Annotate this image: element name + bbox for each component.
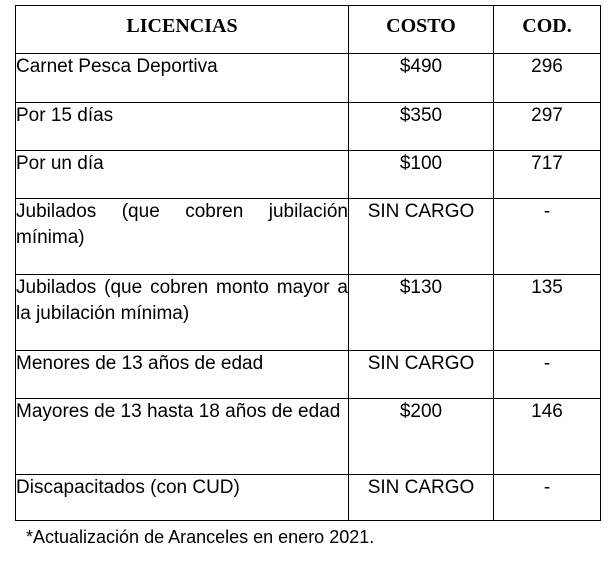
cod-cell: 146	[494, 399, 601, 475]
costo-cell: SIN CARGO	[349, 351, 494, 399]
costo-cell: $100	[349, 151, 494, 199]
cod-cell: -	[494, 199, 601, 275]
licencia-cell: Jubilados (que cobren jubilación mínima)	[16, 199, 349, 275]
costo-cell: SIN CARGO	[349, 475, 494, 521]
header-costo: COSTO	[349, 6, 494, 54]
licencia-cell: Por un día	[16, 151, 349, 199]
licencia-cell: Menores de 13 años de edad	[16, 351, 349, 399]
costo-cell: $200	[349, 399, 494, 475]
cod-cell: 135	[494, 275, 601, 351]
licencias-table	[15, 5, 601, 521]
table-row	[16, 275, 601, 351]
cod-cell: 297	[494, 103, 601, 151]
licencia-cell: Discapacitados (con CUD)	[16, 475, 349, 521]
costo-cell: $130	[349, 275, 494, 351]
table-row	[16, 54, 601, 103]
cod-cell: -	[494, 475, 601, 521]
costo-cell: $490	[349, 54, 494, 103]
cod-cell: 296	[494, 54, 601, 103]
cod-cell: -	[494, 351, 601, 399]
footnote: *Actualización de Aranceles en enero 2021.	[26, 527, 375, 547]
licencia-cell: Mayores de 13 hasta 18 años de edad	[16, 399, 349, 475]
table-row	[16, 151, 601, 199]
licencia-cell: Carnet Pesca Deportiva	[16, 54, 349, 103]
table-row	[16, 399, 601, 475]
costo-cell: $350	[349, 103, 494, 151]
header-licencias: LICENCIAS	[16, 6, 349, 54]
table-row	[16, 199, 601, 275]
costo-cell: SIN CARGO	[349, 199, 494, 275]
licencia-cell: Jubilados (que cobren monto mayor a la jubilación mínima)	[16, 275, 349, 351]
header-row	[16, 6, 601, 54]
cod-cell: 717	[494, 151, 601, 199]
table-row	[16, 103, 601, 151]
licencia-cell: Por 15 días	[16, 103, 349, 151]
table-row	[16, 475, 601, 521]
table-row	[16, 351, 601, 399]
header-cod: COD.	[494, 6, 601, 54]
